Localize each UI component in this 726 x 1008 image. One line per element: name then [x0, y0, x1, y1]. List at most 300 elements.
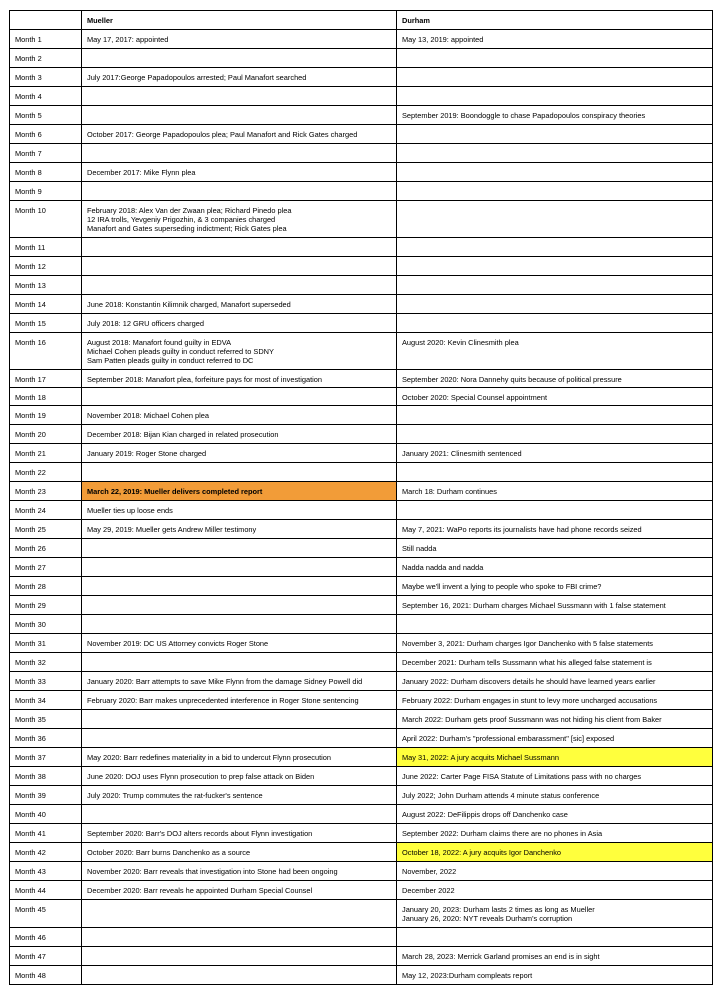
durham-cell	[397, 49, 713, 68]
mueller-cell-text	[87, 425, 391, 439]
durham-cell-text	[402, 966, 707, 980]
month-cell	[10, 30, 82, 49]
mueller-cell	[82, 276, 397, 295]
table-row	[10, 370, 713, 388]
event-text: January 2020: Barr attempts to save Mike Flynn from the damage Sidney Powell did	[87, 677, 363, 686]
month-cell	[10, 824, 82, 843]
month-label: Month 13	[15, 281, 46, 290]
table-row	[10, 87, 713, 106]
month-label: Month 46	[15, 933, 46, 942]
event-text: September 2019: Boondoggle to chase Papadopoulos conspiracy theories	[402, 111, 646, 120]
mueller-cell	[82, 314, 397, 333]
durham-cell-text	[402, 596, 707, 610]
table-row	[10, 634, 713, 653]
mueller-cell	[82, 539, 397, 558]
month-label: Month 8	[15, 168, 42, 177]
event-text: September 2020: Nora Dannehy quits because of political pressure	[402, 375, 622, 384]
table-row	[10, 238, 713, 257]
mueller-cell	[82, 49, 397, 68]
event-text: 12 IRA trolls, Yevgeniy Prigozhin, & 3 companies charged	[87, 215, 276, 224]
month-label: Month 32	[15, 658, 46, 667]
month-label: Month 7	[15, 149, 42, 158]
durham-cell	[397, 881, 713, 900]
table-row	[10, 333, 713, 370]
month-cell	[10, 163, 82, 182]
mueller-cell-text	[87, 444, 391, 458]
durham-cell	[397, 482, 713, 501]
month-cell	[10, 482, 82, 501]
table-row	[10, 314, 713, 333]
durham-cell-text	[402, 125, 707, 130]
month-cell	[10, 786, 82, 805]
event-text: July 2017:George Papadopoulos arrested; Paul Manafort searched	[87, 73, 307, 82]
month-cell	[10, 49, 82, 68]
mueller-cell	[82, 106, 397, 125]
mueller-cell-text	[87, 68, 391, 82]
month-label: Month 47	[15, 952, 46, 961]
durham-cell-text	[402, 928, 707, 933]
month-label: Month 21	[15, 449, 46, 458]
durham-cell-text	[402, 691, 707, 705]
durham-cell-text	[402, 68, 707, 73]
month-cell	[10, 106, 82, 125]
header-durham: Durham	[397, 11, 713, 30]
timeline-body	[10, 30, 713, 985]
event-text: May 31, 2022: A jury acquits Michael Sussmann	[402, 753, 559, 762]
event-text: January 2022: Durham discovers details he should have learned years earlier	[402, 677, 656, 686]
mueller-cell	[82, 333, 397, 370]
event-text: November 2018: Michael Cohen plea	[87, 411, 210, 420]
durham-cell-text	[402, 577, 707, 591]
mueller-cell	[82, 295, 397, 314]
month-cell	[10, 558, 82, 577]
mueller-cell-text	[87, 463, 391, 468]
event-text: January 2021: Clinesmith sentenced	[402, 449, 522, 458]
month-label: Month 24	[15, 506, 46, 515]
month-label: Month 17	[15, 375, 46, 384]
table-row	[10, 463, 713, 482]
mueller-cell-text	[87, 900, 391, 905]
month-label: Month 23	[15, 487, 46, 496]
month-cell	[10, 144, 82, 163]
event-text: October 18, 2022: A jury acquits Igor Danchenko	[402, 848, 561, 857]
month-label: Month 5	[15, 111, 42, 120]
durham-cell-text	[402, 862, 707, 876]
event-text: September 16, 2021: Durham charges Michael Sussmann with 1 false statement	[402, 601, 666, 610]
mueller-cell-text	[87, 691, 391, 705]
table-row	[10, 786, 713, 805]
durham-cell	[397, 238, 713, 257]
month-label: Month 10	[15, 206, 46, 215]
table-row	[10, 182, 713, 201]
mueller-cell	[82, 653, 397, 672]
durham-cell-text	[402, 425, 707, 430]
month-label: Month 36	[15, 734, 46, 743]
month-label: Month 22	[15, 468, 46, 477]
durham-cell-text	[402, 767, 707, 781]
month-label: Month 44	[15, 886, 46, 895]
durham-cell-text	[402, 824, 707, 838]
durham-cell-text	[402, 144, 707, 149]
durham-cell-text	[402, 900, 707, 923]
month-label: Month 26	[15, 544, 46, 553]
mueller-cell-text	[87, 370, 391, 384]
mueller-cell	[82, 388, 397, 406]
mueller-cell	[82, 634, 397, 653]
table-row	[10, 276, 713, 295]
table-row	[10, 947, 713, 966]
durham-cell	[397, 577, 713, 596]
durham-cell-text	[402, 333, 707, 347]
durham-cell	[397, 68, 713, 87]
durham-cell-text	[402, 520, 707, 534]
durham-cell	[397, 276, 713, 295]
event-text: August 2018: Manafort found guilty in EDVA	[87, 338, 232, 347]
durham-cell-text	[402, 370, 707, 384]
event-text: October 2017: George Papadopoulos plea; Paul Manafort and Rick Gates charged	[87, 130, 358, 139]
month-cell	[10, 843, 82, 862]
durham-cell-text	[402, 87, 707, 92]
month-label: Month 18	[15, 393, 46, 402]
durham-cell-text	[402, 388, 707, 402]
event-text: November 2019: DC US Attorney convicts Roger Stone	[87, 639, 269, 648]
table-row	[10, 425, 713, 444]
mueller-cell	[82, 805, 397, 824]
event-text: June 2022: Carter Page FISA Statute of Limitations pass with no charges	[402, 772, 642, 781]
header-mueller: Mueller	[82, 11, 397, 30]
durham-cell	[397, 295, 713, 314]
month-cell	[10, 596, 82, 615]
mueller-cell-text	[87, 862, 391, 876]
table-row	[10, 928, 713, 947]
table-row	[10, 520, 713, 539]
durham-cell-text	[402, 257, 707, 262]
event-text: July 2022; John Durham attends 4 minute status conference	[402, 791, 600, 800]
mueller-cell	[82, 520, 397, 539]
month-cell	[10, 463, 82, 482]
durham-cell-text	[402, 463, 707, 468]
durham-cell-text	[402, 786, 707, 800]
month-cell	[10, 388, 82, 406]
durham-cell	[397, 30, 713, 49]
mueller-cell-text	[87, 106, 391, 111]
table-row	[10, 406, 713, 425]
month-label: Month 25	[15, 525, 46, 534]
month-label: Month 38	[15, 772, 46, 781]
mueller-cell-text	[87, 501, 391, 515]
table-row	[10, 539, 713, 558]
event-text: March 28, 2023: Merrick Garland promises an end is in sight	[402, 952, 600, 961]
durham-cell	[397, 729, 713, 748]
month-cell	[10, 539, 82, 558]
event-text: March 18: Durham continues	[402, 487, 497, 496]
mueller-cell	[82, 966, 397, 985]
durham-cell	[397, 539, 713, 558]
durham-cell	[397, 501, 713, 520]
mueller-cell-text	[87, 558, 391, 563]
durham-cell	[397, 106, 713, 125]
mueller-cell	[82, 482, 397, 501]
event-text: May 12, 2023:Durham compleats report	[402, 971, 533, 980]
durham-cell	[397, 615, 713, 634]
mueller-cell-text	[87, 388, 391, 393]
month-cell	[10, 406, 82, 425]
table-row	[10, 862, 713, 881]
event-text: May 17, 2017: appointed	[87, 35, 169, 44]
mueller-cell-text	[87, 928, 391, 933]
mueller-cell	[82, 87, 397, 106]
timeline-table	[9, 10, 713, 985]
durham-cell	[397, 257, 713, 276]
event-text: March 2022: Durham gets proof Sussmann was not hiding his client from Baker	[402, 715, 662, 724]
month-cell	[10, 125, 82, 144]
event-text: July 2018: 12 GRU officers charged	[87, 319, 204, 328]
event-text: March 22, 2019: Mueller delivers completed report	[87, 487, 263, 496]
mueller-cell	[82, 406, 397, 425]
durham-cell	[397, 425, 713, 444]
mueller-cell	[82, 68, 397, 87]
month-label: Month 14	[15, 300, 46, 309]
event-text: May 2020: Barr redefines materiality in a bid to undercut Flynn prosecution	[87, 753, 332, 762]
durham-cell-text	[402, 843, 707, 857]
mueller-cell	[82, 748, 397, 767]
mueller-cell	[82, 862, 397, 881]
month-cell	[10, 767, 82, 786]
mueller-cell	[82, 444, 397, 463]
mueller-cell	[82, 710, 397, 729]
month-cell	[10, 201, 82, 238]
durham-cell-text	[402, 615, 707, 620]
month-cell	[10, 257, 82, 276]
durham-cell-text	[402, 672, 707, 686]
month-cell	[10, 182, 82, 201]
durham-cell	[397, 444, 713, 463]
event-text: December 2017: Mike Flynn plea	[87, 168, 196, 177]
month-cell	[10, 653, 82, 672]
event-text: November, 2022	[402, 867, 457, 876]
event-text: December 2020: Barr reveals he appointed Durham Special Counsel	[87, 886, 313, 895]
table-row	[10, 672, 713, 691]
event-text: October 2020: Barr burns Danchenko as a source	[87, 848, 251, 857]
mueller-cell-text	[87, 49, 391, 54]
table-row	[10, 615, 713, 634]
month-label: Month 27	[15, 563, 46, 572]
month-cell	[10, 928, 82, 947]
mueller-cell	[82, 577, 397, 596]
event-text: October 2020: Special Counsel appointment	[402, 393, 548, 402]
table-row	[10, 388, 713, 406]
month-label: Month 16	[15, 338, 46, 347]
durham-cell	[397, 520, 713, 539]
event-text: May 13, 2019: appointed	[402, 35, 484, 44]
durham-cell	[397, 824, 713, 843]
table-row	[10, 257, 713, 276]
mueller-cell-text	[87, 144, 391, 149]
mueller-cell	[82, 257, 397, 276]
month-label: Month 31	[15, 639, 46, 648]
event-text: April 2022: Durham's "professional embarassment" [sic] exposed	[402, 734, 615, 743]
month-label: Month 11	[15, 243, 46, 252]
mueller-cell	[82, 786, 397, 805]
month-label: Month 9	[15, 187, 42, 196]
month-cell	[10, 577, 82, 596]
durham-cell	[397, 966, 713, 985]
month-cell	[10, 710, 82, 729]
month-label: Month 39	[15, 791, 46, 800]
month-cell	[10, 729, 82, 748]
table-row	[10, 49, 713, 68]
month-label: Month 12	[15, 262, 46, 271]
durham-cell	[397, 596, 713, 615]
table-row	[10, 653, 713, 672]
event-text: September 2018: Manafort plea, forfeiture pays for most of investigation	[87, 375, 322, 384]
table-row	[10, 68, 713, 87]
month-label: Month 33	[15, 677, 46, 686]
mueller-cell-text	[87, 87, 391, 92]
event-text: Manafort and Gates superseding indictment; Rick Gates plea	[87, 224, 287, 233]
mueller-cell	[82, 501, 397, 520]
event-text: January 2019: Roger Stone charged	[87, 449, 207, 458]
mueller-cell-text	[87, 482, 391, 496]
table-row	[10, 881, 713, 900]
durham-cell-text	[402, 653, 707, 667]
durham-cell	[397, 748, 713, 767]
table-row	[10, 824, 713, 843]
table-row	[10, 482, 713, 501]
mueller-cell	[82, 30, 397, 49]
durham-cell	[397, 900, 713, 928]
table-row	[10, 729, 713, 748]
mueller-cell	[82, 370, 397, 388]
event-text: November 3, 2021: Durham charges Igor Danchenko with 5 false statements	[402, 639, 654, 648]
mueller-cell	[82, 824, 397, 843]
event-text: December 2021: Durham tells Sussmann what his alleged false statement is	[402, 658, 652, 667]
durham-cell	[397, 163, 713, 182]
table-row	[10, 966, 713, 985]
durham-cell-text	[402, 729, 707, 743]
month-label: Month 34	[15, 696, 46, 705]
month-label: Month 4	[15, 92, 42, 101]
durham-cell	[397, 370, 713, 388]
mueller-cell	[82, 125, 397, 144]
event-text: May 7, 2021: WaPo reports its journalists have had phone records seized	[402, 525, 642, 534]
month-cell	[10, 295, 82, 314]
durham-cell-text	[402, 634, 707, 648]
durham-cell	[397, 710, 713, 729]
durham-cell-text	[402, 947, 707, 961]
durham-cell-text	[402, 482, 707, 496]
durham-cell	[397, 333, 713, 370]
mueller-cell-text	[87, 163, 391, 177]
mueller-cell-text	[87, 295, 391, 309]
event-text: Michael Cohen pleads guilty in conduct referred to SDNY	[87, 347, 274, 356]
month-cell	[10, 87, 82, 106]
month-label: Month 2	[15, 54, 42, 63]
table-row	[10, 295, 713, 314]
mueller-cell-text	[87, 824, 391, 838]
durham-cell	[397, 463, 713, 482]
mueller-cell-text	[87, 276, 391, 281]
event-text: Sam Patten pleads guilty in conduct referred to DC	[87, 356, 254, 365]
durham-cell-text	[402, 201, 707, 206]
durham-cell-text	[402, 444, 707, 458]
durham-cell	[397, 672, 713, 691]
month-label: Month 29	[15, 601, 46, 610]
durham-cell	[397, 862, 713, 881]
month-cell	[10, 862, 82, 881]
table-row	[10, 900, 713, 928]
month-cell	[10, 314, 82, 333]
mueller-cell	[82, 596, 397, 615]
durham-cell-text	[402, 710, 707, 724]
table-row	[10, 30, 713, 49]
month-label: Month 48	[15, 971, 46, 980]
durham-cell-text	[402, 276, 707, 281]
month-cell	[10, 966, 82, 985]
table-row	[10, 843, 713, 862]
month-label: Month 30	[15, 620, 46, 629]
mueller-cell-text	[87, 520, 391, 534]
month-cell	[10, 672, 82, 691]
month-label: Month 41	[15, 829, 46, 838]
mueller-cell-text	[87, 125, 391, 139]
durham-cell-text	[402, 314, 707, 319]
mueller-cell	[82, 238, 397, 257]
event-text: May 29, 2019: Mueller gets Andrew Miller testimony	[87, 525, 257, 534]
durham-cell	[397, 558, 713, 577]
mueller-cell-text	[87, 539, 391, 544]
mueller-cell	[82, 691, 397, 710]
table-row	[10, 805, 713, 824]
event-text: September 2022: Durham claims there are no phones in Asia	[402, 829, 603, 838]
month-cell	[10, 425, 82, 444]
mueller-cell-text	[87, 182, 391, 187]
mueller-cell	[82, 767, 397, 786]
mueller-cell-text	[87, 881, 391, 895]
month-cell	[10, 900, 82, 928]
durham-cell-text	[402, 501, 707, 506]
durham-cell-text	[402, 748, 707, 762]
event-text: February 2020: Barr makes unprecedented interference in Roger Stone sentencing	[87, 696, 359, 705]
mueller-cell-text	[87, 238, 391, 243]
month-cell	[10, 947, 82, 966]
mueller-cell-text	[87, 786, 391, 800]
durham-cell	[397, 388, 713, 406]
mueller-cell	[82, 729, 397, 748]
month-label: Month 20	[15, 430, 46, 439]
event-text: Nadda nadda and nadda	[402, 563, 484, 572]
table-row	[10, 710, 713, 729]
mueller-cell-text	[87, 615, 391, 620]
mueller-cell	[82, 672, 397, 691]
event-text: Maybe we'll invent a lying to people who spoke to FBI crime?	[402, 582, 602, 591]
mueller-cell-text	[87, 672, 391, 686]
header-row	[10, 11, 713, 30]
month-cell	[10, 691, 82, 710]
mueller-cell	[82, 928, 397, 947]
month-label: Month 1	[15, 35, 42, 44]
table-row	[10, 767, 713, 786]
mueller-cell	[82, 947, 397, 966]
event-text: June 2018: Konstantin Kilimnik charged, Manafort superseded	[87, 300, 291, 309]
event-text: August 2020: Kevin Clinesmith plea	[402, 338, 519, 347]
table-row	[10, 106, 713, 125]
mueller-cell	[82, 425, 397, 444]
event-text: Still nadda	[402, 544, 437, 553]
month-label: Month 6	[15, 130, 42, 139]
durham-cell	[397, 786, 713, 805]
durham-cell	[397, 947, 713, 966]
